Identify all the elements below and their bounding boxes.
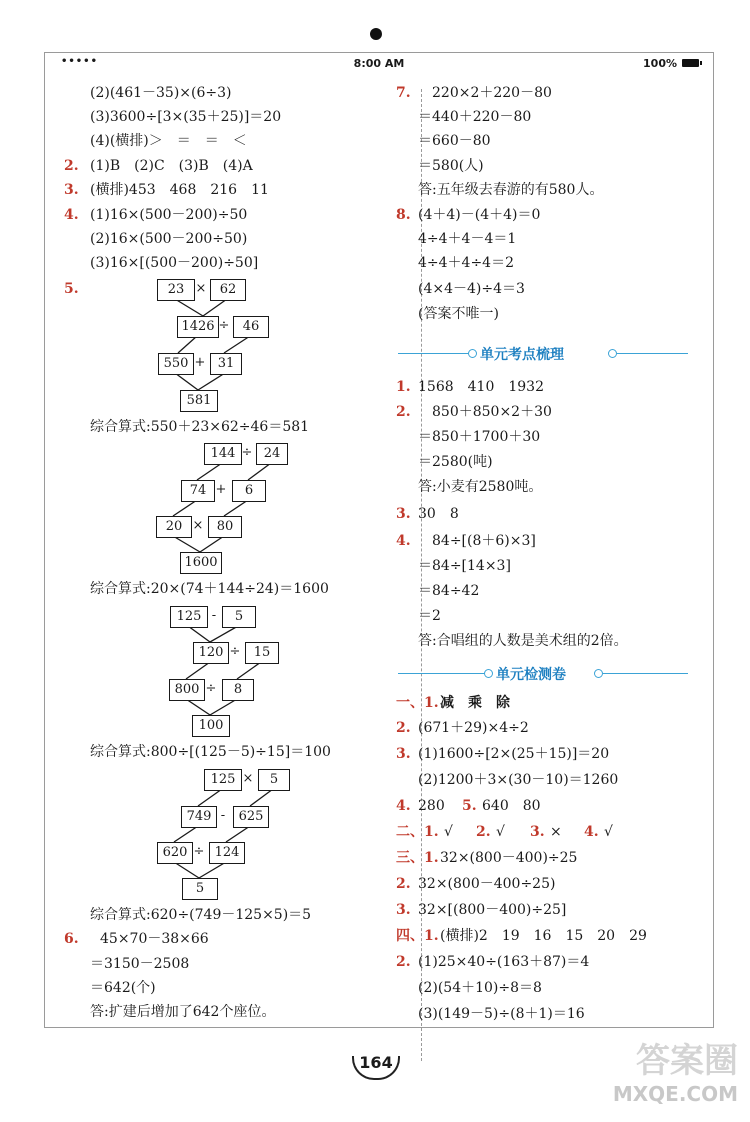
- answer-line: 答:扩建后增加了642个座位。: [90, 1004, 276, 1020]
- question-number: 4.: [396, 798, 411, 814]
- answer-line: 84÷[(8＋6)×3]: [432, 533, 536, 549]
- answer-line: (4＋4)－(4＋4)＝0: [418, 207, 541, 223]
- question-number: 3.: [396, 902, 411, 918]
- answer-line: (答案不唯一): [418, 306, 499, 322]
- section-dot: [468, 349, 477, 358]
- answer-line: (2)(461－35)×(6÷3): [90, 85, 232, 101]
- answer-line: (2)16×(500－200÷50): [90, 231, 248, 247]
- check-mark: √: [444, 824, 453, 840]
- question-number: 5.: [462, 798, 477, 814]
- answer-line: 640 80: [482, 798, 541, 814]
- battery-icon: [682, 59, 699, 67]
- camera-dot: [370, 28, 382, 40]
- question-number: 2.: [396, 404, 411, 420]
- question-number: 2.: [64, 158, 79, 174]
- answer-line: 4÷4＋4－4＝1: [418, 231, 517, 247]
- tree-operator: ÷: [205, 681, 217, 696]
- answer-line: ＝84÷42: [418, 583, 480, 599]
- answer-line: 280: [418, 798, 445, 814]
- answer-line: 4÷4＋4÷4＝2: [418, 255, 514, 271]
- question-number: 三、1.: [396, 850, 439, 866]
- tree-operator: ×: [192, 518, 204, 533]
- answer-line: ＝642(个): [90, 980, 156, 996]
- tree-box: 8: [222, 679, 254, 701]
- answer-line: 综合算式:20×(74＋144÷24)＝1600: [90, 581, 329, 597]
- watermark-en: MXQE.COM: [612, 1082, 738, 1106]
- tree-box: 125: [204, 769, 242, 791]
- question-number: 一、1.: [396, 695, 439, 711]
- answer-line: 答:小麦有2580吨。: [418, 479, 543, 495]
- answer-line: (2)1200＋3×(30－10)＝1260: [418, 772, 619, 788]
- section-dot: [594, 669, 603, 678]
- tree-box: 20: [156, 516, 192, 538]
- answer-line: (1)B (2)C (3)B (4)A: [90, 158, 253, 174]
- tree-box: 46: [233, 316, 269, 338]
- answer-line: 45×70－38×66: [100, 931, 209, 947]
- answer-line: ＝2580(吨): [418, 454, 493, 470]
- tree-box: 620: [157, 842, 193, 864]
- answer-line: (3)3600÷[3×(35＋25)]＝20: [90, 109, 282, 125]
- question-number: 7.: [396, 85, 411, 101]
- tree-box: 125: [170, 606, 208, 628]
- tree-box: 31: [210, 353, 242, 375]
- answer-line: 32×[(800－400)÷25]: [418, 902, 567, 918]
- tree-box: 15: [245, 642, 279, 664]
- tree-box: 120: [193, 642, 229, 664]
- answer-line: 答:五年级去春游的有580人。: [418, 182, 604, 198]
- check-mark: √: [604, 824, 613, 840]
- answer-line: 综合算式:800÷[(125－5)÷15]＝100: [90, 744, 331, 760]
- tree-box: 80: [208, 516, 242, 538]
- tree-box: 5: [222, 606, 256, 628]
- answer-line: 32×(800－400÷25): [418, 876, 556, 892]
- tree-operator: ×: [195, 281, 207, 296]
- answer-line: (2)(54＋10)÷8＝8: [418, 980, 542, 996]
- section-heading: 单元检测卷: [496, 667, 566, 683]
- tree-box: 581: [180, 390, 218, 412]
- answer-line: (横排)2 19 16 15 20 29: [440, 928, 647, 944]
- answer-line: ＝2: [418, 608, 441, 624]
- question-number: 3.: [64, 182, 79, 198]
- section-rule: [398, 353, 470, 354]
- answer-line: ＝580(人): [418, 158, 484, 174]
- watermark: [613, 1033, 738, 1106]
- section-title: [398, 664, 688, 684]
- page-number-arc: [352, 1056, 400, 1080]
- tree-operator: -: [211, 608, 217, 623]
- question-number: 3.: [396, 506, 411, 522]
- question-number: 6.: [64, 931, 79, 947]
- tree-operator: +: [215, 482, 227, 497]
- answer-line: (4)(横排)＞ ＝ ＝ ＜: [90, 133, 247, 149]
- question-number: 2.: [476, 824, 491, 840]
- answer-line: 答:合唱组的人数是美术组的2倍。: [418, 633, 628, 649]
- question-number: 四、1.: [396, 928, 439, 944]
- tree-box: 1426: [177, 316, 219, 338]
- answer-line: 850＋850×2＋30: [432, 404, 552, 420]
- question-number: 5.: [64, 281, 79, 297]
- check-mark: √: [496, 824, 505, 840]
- question-number: 3.: [530, 824, 545, 840]
- question-number: 1.: [396, 379, 411, 395]
- answer-line: ＝3150－2508: [90, 956, 190, 972]
- tree-box: 1600: [180, 552, 222, 574]
- tree-box: 625: [233, 806, 269, 828]
- answer-line: (1)16×(500－200)÷50: [90, 207, 248, 223]
- tree-box: 124: [209, 842, 245, 864]
- question-number: 2.: [396, 954, 411, 970]
- section-dot: [608, 349, 617, 358]
- status-time: 8:00 AM: [353, 57, 405, 70]
- answer-line: 综合算式:550＋23×62÷46＝581: [90, 419, 310, 435]
- watermark-cn: 答案圈: [636, 1041, 738, 1081]
- page-number: [352, 1046, 400, 1080]
- question-number: 8.: [396, 207, 411, 223]
- answer-line: 30 8: [418, 506, 459, 522]
- question-number: 4.: [584, 824, 599, 840]
- tree-operator: ×: [242, 771, 254, 786]
- answer-line: 综合算式:620÷(749－125×5)＝5: [90, 907, 312, 923]
- battery-percent: 100%: [643, 57, 677, 70]
- section-dot: [484, 669, 493, 678]
- answer-line: 减 乘 除: [440, 695, 510, 711]
- tree-box: 6: [232, 480, 266, 502]
- tree-box: 800: [169, 679, 205, 701]
- tree-operator: ÷: [229, 644, 241, 659]
- tree-operator: -: [220, 808, 226, 823]
- cross-mark: ×: [550, 824, 562, 840]
- question-number: 3.: [396, 746, 411, 762]
- question-number: 二、1.: [396, 824, 439, 840]
- answer-line: 220×2＋220－80: [432, 85, 552, 101]
- tree-operator: ÷: [218, 318, 230, 333]
- question-number: 2.: [396, 876, 411, 892]
- section-rule: [398, 673, 486, 674]
- page-number-text: 164: [359, 1053, 393, 1072]
- tree-box: 100: [192, 715, 230, 737]
- tree-box: 74: [181, 480, 215, 502]
- section-title: [398, 344, 688, 364]
- answer-line: (4×4－4)÷4＝3: [418, 281, 525, 297]
- answer-line: (3)16×[(500－200)÷50]: [90, 255, 259, 271]
- tree-operator: ÷: [193, 844, 205, 859]
- answer-line: ＝440＋220－80: [418, 109, 532, 125]
- tree-box: 144: [204, 443, 242, 465]
- section-rule: [617, 353, 688, 354]
- answer-line: (3)(149－5)÷(8＋1)＝16: [418, 1006, 585, 1022]
- answer-line: (1)1600÷[2×(25＋15)]＝20: [418, 746, 610, 762]
- answer-line: (横排)453 468 216 11: [90, 182, 269, 198]
- tree-box: 23: [157, 279, 195, 301]
- answer-line: ＝84÷[14×3]: [418, 558, 511, 574]
- tree-box: 62: [210, 279, 246, 301]
- tree-box: 550: [158, 353, 194, 375]
- section-rule: [603, 673, 688, 674]
- answer-line: ＝850＋1700＋30: [418, 429, 541, 445]
- signal-indicator: •••••: [61, 56, 98, 67]
- section-heading: 单元考点梳理: [480, 347, 564, 363]
- answer-line: (1)25×40÷(163＋87)＝4: [418, 954, 590, 970]
- tree-box: 5: [182, 878, 218, 900]
- answer-line: (671＋29)×4÷2: [418, 720, 529, 736]
- question-number: 4.: [64, 207, 79, 223]
- tree-box: 24: [256, 443, 288, 465]
- question-number: 4.: [396, 533, 411, 549]
- tree-box: 5: [258, 769, 290, 791]
- answer-line: 1568 410 1932: [418, 379, 544, 395]
- question-number: 2.: [396, 720, 411, 736]
- status-bar: [45, 53, 713, 73]
- tree-box: 749: [181, 806, 217, 828]
- tree-operator: +: [194, 355, 206, 370]
- answer-line: ＝660－80: [418, 133, 491, 149]
- tree-operator: ÷: [241, 445, 253, 460]
- answer-line: 32×(800－400)÷25: [440, 850, 578, 866]
